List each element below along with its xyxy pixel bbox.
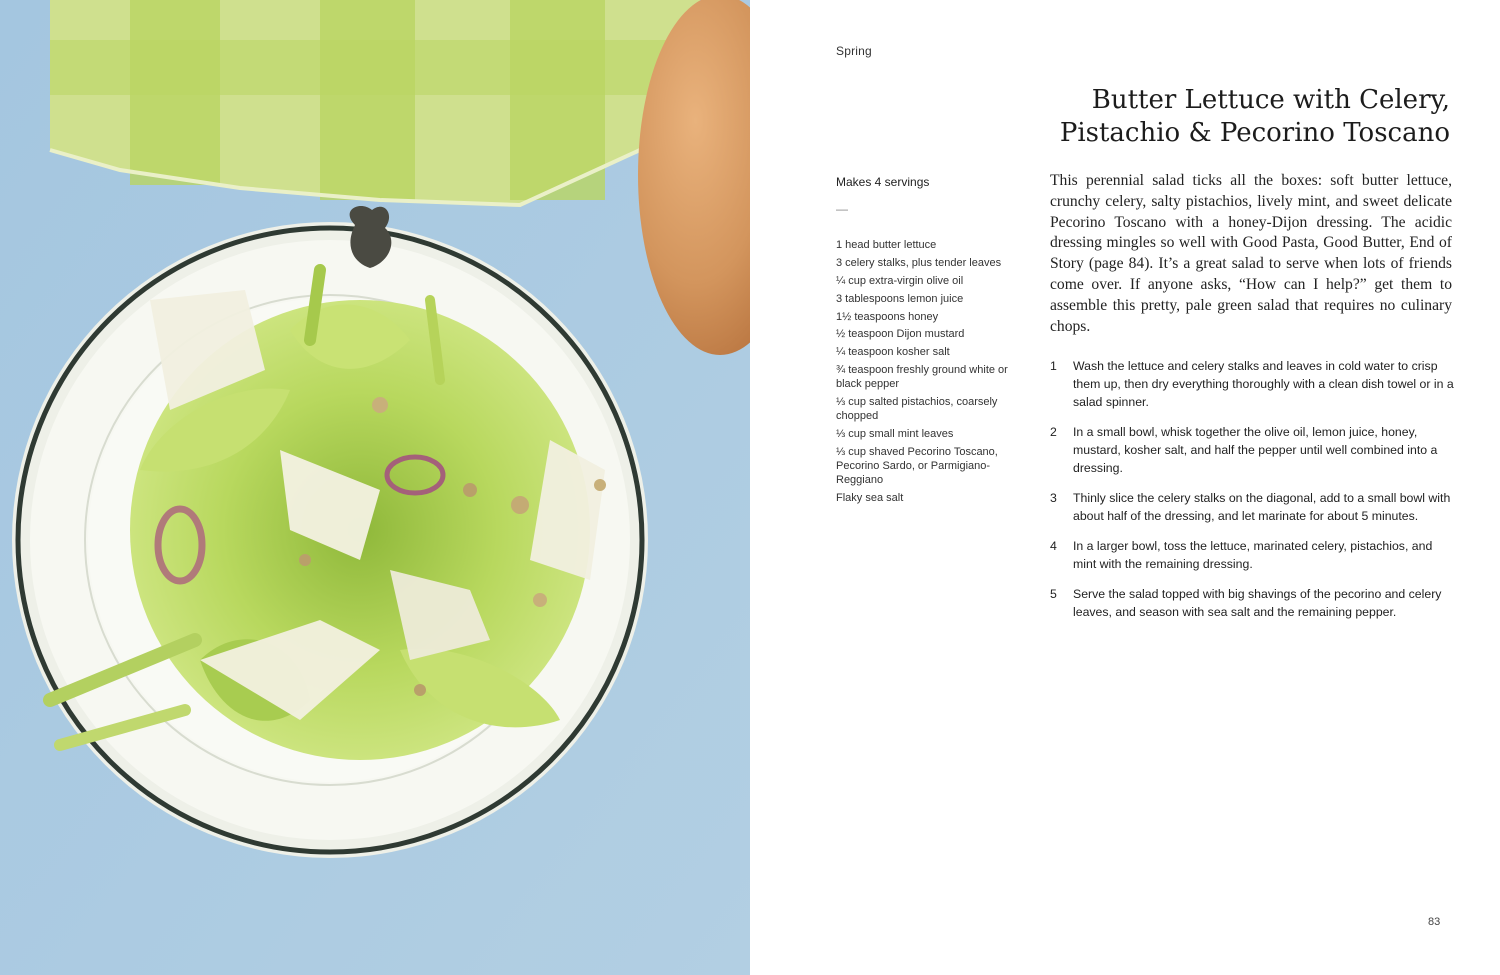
section-label: Spring bbox=[836, 44, 872, 58]
step-number: 2 bbox=[1050, 425, 1057, 439]
method-steps bbox=[1050, 357, 1454, 633]
step-number: 4 bbox=[1050, 539, 1057, 553]
ingredient-item: 3 tablespoons lemon juice bbox=[836, 292, 964, 305]
ingredient-item: ¼ cup extra-virgin olive oil bbox=[836, 274, 964, 287]
title-line-1: Butter Lettuce with Celery, bbox=[1091, 85, 1450, 115]
servings: Makes 4 servings bbox=[836, 175, 930, 189]
step-text: In a small bowl, whisk together the olive oil, lemon juice, honey, mustard, kosher salt, and half the pepper until well combined into a dressing. bbox=[1073, 425, 1438, 475]
method-step bbox=[1050, 489, 1454, 525]
ingredient-item: ¼ teaspoon kosher salt bbox=[836, 346, 950, 359]
step-number: 3 bbox=[1050, 491, 1057, 505]
page-number: 83 bbox=[1428, 916, 1441, 928]
method-step bbox=[1050, 423, 1454, 477]
recipe-intro: This perennial salad ticks all the boxes: soft butter lettuce, crunchy celery, salty pistachios, lively mint, and sweet delicate Pecorino Toscano with a honey-Dijon dressing. The acidic dressing mingles so well with Good Pasta, Good Butter, End of Story (page 84). It’s a great salad to serve when lots of friends come over. If anyone asks, “How can I help?” get them to assemble this pretty, pale green salad that requires no culinary chops. bbox=[1050, 172, 1452, 335]
step-number: 1 bbox=[1050, 359, 1057, 373]
recipe-title bbox=[1030, 84, 1450, 150]
ingredient-item: Flaky sea salt bbox=[836, 491, 904, 504]
ingredient-list bbox=[836, 238, 1026, 509]
step-text: Wash the lettuce and celery stalks and leaves in cold water to crisp them up, then dry everything thoroughly with a clean dish towel or in a salad spinner. bbox=[1073, 359, 1454, 409]
step-number: 5 bbox=[1050, 587, 1057, 601]
step-text: In a larger bowl, toss the lettuce, marinated celery, pistachios, and mint with the remaining dressing. bbox=[1073, 539, 1433, 571]
ingredient-item: 1 head butter lettuce bbox=[836, 239, 937, 251]
separator-dash: — bbox=[836, 202, 848, 216]
method-step bbox=[1050, 537, 1454, 573]
ingredient-item: ¾ teaspoon freshly ground white or black pepper bbox=[836, 364, 1008, 391]
ingredient-item: ½ teaspoon Dijon mustard bbox=[836, 328, 965, 341]
recipe-page bbox=[750, 0, 1500, 975]
ingredient-item: 1½ teaspoons honey bbox=[836, 310, 939, 323]
ingredient-item: ⅓ cup shaved Pecorino Toscano, Pecorino Sardo, or Parmigiano-Reggiano bbox=[836, 445, 998, 486]
ingredient-item: ⅓ cup small mint leaves bbox=[836, 428, 954, 441]
step-text: Serve the salad topped with big shavings of the pecorino and celery leaves, and season with sea salt and the remaining pepper. bbox=[1073, 587, 1442, 619]
ingredient-item: ⅓ cup salted pistachios, coarsely chopped bbox=[836, 396, 998, 423]
step-text: Thinly slice the celery stalks on the diagonal, add to a small bowl with about half of the dressing, and let marinate for about 5 minutes. bbox=[1073, 491, 1451, 523]
ingredient-item: 3 celery stalks, plus tender leaves bbox=[836, 256, 1002, 269]
napkin bbox=[50, 0, 700, 205]
method-step bbox=[1050, 357, 1454, 411]
method-step bbox=[1050, 585, 1454, 621]
title-line-2: Pistachio & Pecorino Toscano bbox=[1059, 118, 1450, 148]
